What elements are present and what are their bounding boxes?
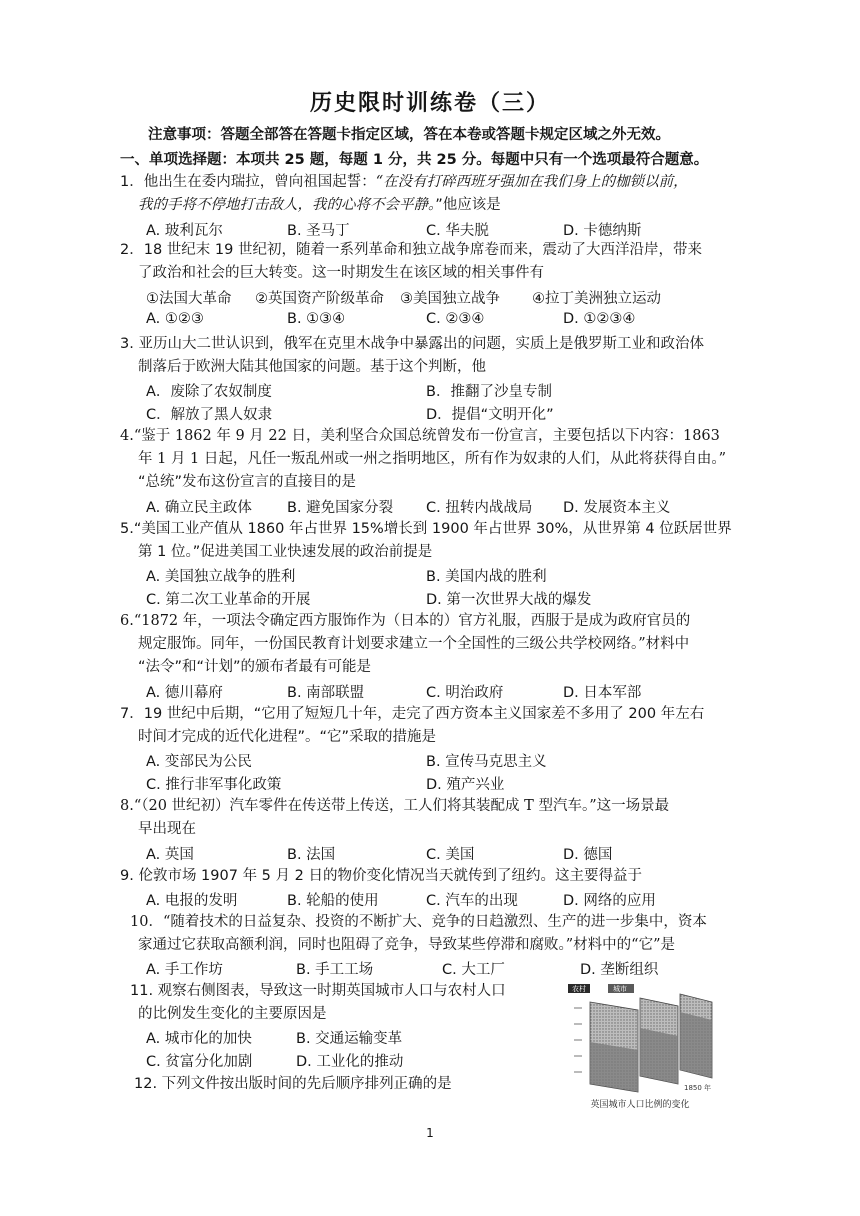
q7-option-b: B. 宣传马克思主义 <box>426 754 547 770</box>
q10-option-a: A. 手工作坊 <box>146 962 223 978</box>
q8-option-c: C. 美国 <box>426 847 475 863</box>
question-5-line-1: 5.“美国工业产值从 1860 年占世界 15%增长到 1900 年占世界 30%，从世界第 4 位跃居世界 <box>120 521 732 537</box>
question-10-line-2: 家通过它获取高额利润，同时也阻碍了竞争，导致某些停滞和腐败。”材料中的“它”是 <box>138 937 675 953</box>
q9-option-a: A. 电报的发明 <box>146 893 238 909</box>
q8-option-a: A. 英国 <box>146 847 194 863</box>
q7-option-c: C. 推行非军事化政策 <box>146 777 282 793</box>
q5-option-d: D. 第一次世界大战的爆发 <box>426 592 592 608</box>
q11-option-d: D. 工业化的推动 <box>296 1054 404 1070</box>
q1-option-b: B. 圣马丁 <box>287 223 350 239</box>
question-9-line-1: 9. 伦敦市场 1907 年 5 月 2 日的物价变化情况当天就传到了纽约。这主要得益于 <box>120 868 642 884</box>
q11-option-a: A. 城市化的加快 <box>146 1031 252 1047</box>
q4-option-d: D. 发展资本主义 <box>563 500 671 516</box>
question-1-quote-cont: 我的手将不停地打击敌人，我的心将不会平静。 <box>138 197 436 213</box>
q2-option-a: A. ①②③ <box>146 311 204 327</box>
q3-option-d: D．提倡“文明开化” <box>426 407 554 423</box>
q2-item-4: ④拉丁美洲独立运动 <box>532 291 661 307</box>
question-8-line-2: 早出现在 <box>138 821 196 837</box>
question-1-ask: ”他应该是 <box>435 197 501 213</box>
q11-option-c: C. 贫富分化加剧 <box>146 1054 253 1070</box>
question-12-line-1: 12. 下列文件按出版时间的先后顺序排列正确的是 <box>134 1076 452 1092</box>
question-7-line-1: 7．19 世纪中后期，“它用了短短几十年，走完了西方资本主义国家差不多用了 200 年左右 <box>120 706 705 722</box>
q10-option-c: C. 大工厂 <box>442 962 505 978</box>
question-8-line-1: 8.“（20 世纪初）汽车零件在传送带上传送，工人们将其装配成 T 型汽车。”这一场景最 <box>120 798 670 814</box>
question-5-line-2: 第 1 位。”促进美国工业快速发展的政治前提是 <box>138 544 433 560</box>
q9-option-d: D. 网络的应用 <box>563 893 656 909</box>
question-7-line-2: 时间才完成的近代化进程”。“它”采取的措施是 <box>138 729 437 745</box>
legend-rural-label: 农村 <box>572 985 586 993</box>
question-6-line-1: 6.“1872 年，一项法令确定西方服饰作为（日本的）官方礼服，西服于是成为政府官员的 <box>120 613 691 629</box>
q1-option-d: D. 卡德纳斯 <box>563 223 642 239</box>
q4-option-a: A. 确立民主政体 <box>146 500 252 516</box>
q10-option-d: D. 垄断组织 <box>580 962 659 978</box>
q2-item-2: ②英国资产阶级革命 <box>255 291 384 307</box>
q9-option-c: C. 汽车的出现 <box>426 893 518 909</box>
q2-item-1: ①法国大革命 <box>146 291 232 307</box>
q6-option-d: D. 日本军部 <box>563 685 642 701</box>
question-4-line-2: 年 1 月 1 日起，凡任一叛乱州或一州之指明地区，所有作为奴隶的人们，从此将获得自由。” <box>138 451 727 467</box>
question-1-line-2 <box>138 195 501 215</box>
q5-option-c: C. 第二次工业革命的开展 <box>146 592 311 608</box>
year-label: 1850 年 <box>684 1084 712 1092</box>
question-2-line-1: 2．18 世纪末 19 世纪初，随着一系列革命和独立战争席卷而来，震动了大西洋沿岸，带来 <box>120 242 702 258</box>
question-1-quote: “在没有打碎西班牙强加在我们身上的枷锁以前， <box>375 174 688 190</box>
q2-option-d: D. ①②③④ <box>563 311 636 327</box>
panel-3 <box>680 994 712 1078</box>
q2-item-3: ③美国独立战争 <box>400 291 500 307</box>
question-6-line-3: “法令”和“计划”的颁布者最有可能是 <box>138 659 372 675</box>
q6-option-b: B. 南部联盟 <box>287 685 365 701</box>
legend-urban-label: 城市 <box>613 985 627 993</box>
question-6-line-2: 规定服饰。同年，一份国民教育计划要求建立一个全国性的三级公共学校网络。”材料中 <box>138 636 690 652</box>
q1-option-a: A. 玻利瓦尔 <box>146 223 223 239</box>
q3-option-a: A．废除了农奴制度 <box>146 384 272 400</box>
q2-option-b: B. ①③④ <box>287 311 346 327</box>
q6-option-c: C. 明治政府 <box>426 685 504 701</box>
q7-option-d: D. 殖产兴业 <box>426 777 505 793</box>
panel-1 <box>590 1002 638 1092</box>
q11-option-b: B. 交通运输变革 <box>296 1031 403 1047</box>
q6-option-a: A. 德川幕府 <box>146 685 223 701</box>
question-11-line-1: 11. 观察右侧图表，导致这一时期英国城市人口与农村人口 <box>130 983 506 999</box>
population-ratio-figure <box>560 980 720 1110</box>
q2-option-c: C. ②③④ <box>426 311 485 327</box>
notice: 注意事项：答题全部答在答题卡指定区域，答在本卷或答题卡规定区域之外无效。 <box>148 127 670 143</box>
q4-option-c: C. 扭转内战战局 <box>426 500 533 516</box>
panel-2 <box>640 998 678 1084</box>
question-4-line-1: 4.“鉴于 1862 年 9 月 22 日，美利坚合众国总统曾发布一份宣言，主要包括以下内容：1863 <box>120 428 720 444</box>
q10-option-b: B. 手工工场 <box>296 962 374 978</box>
section-heading: 一、单项选择题：本项共 25 题，每题 1 分，共 25 分。每题中只有一个选项最符合题意。 <box>120 152 709 168</box>
q9-option-b: B. 轮船的使用 <box>287 893 379 909</box>
figure-caption: 英国城市人口比例的变化 <box>590 1100 690 1110</box>
question-2-line-2: 了政治和社会的巨大转变。这一时期发生在该区域的相关事件有 <box>138 265 544 281</box>
q8-option-b: B. 法国 <box>287 847 336 863</box>
q3-option-b: B．推翻了沙皇专制 <box>426 384 552 400</box>
q5-option-b: B. 美国内战的胜利 <box>426 569 547 585</box>
question-1-line-1 <box>120 172 688 192</box>
q1-option-c: C. 华夫脱 <box>426 223 489 239</box>
q7-option-a: A. 变部民为公民 <box>146 754 252 770</box>
q4-option-b: B. 避免国家分裂 <box>287 500 394 516</box>
question-10-line-1: 10．“随着技术的日益复杂、投资的不断扩大、竞争的日趋激烈、生产的进一步集中，资本 <box>130 914 707 930</box>
page-title: 历史限时训练卷（三） <box>309 91 550 116</box>
q8-option-d: D. 德国 <box>563 847 613 863</box>
question-1-stem: 1．他出生在委内瑞拉，曾向祖国起誓： <box>120 174 376 190</box>
q3-option-c: C．解放了黑人奴隶 <box>146 407 273 423</box>
question-3-line-1: 3. 亚历山大二世认识到，俄军在克里木战争中暴露出的问题，实质上是俄罗斯工业和政治体 <box>120 336 704 352</box>
page-number: 1 <box>426 1126 434 1140</box>
q5-option-a: A. 美国独立战争的胜利 <box>146 569 296 585</box>
question-11-line-2: 的比例发生变化的主要原因是 <box>138 1006 327 1022</box>
axis-tick-marks <box>574 1008 582 1072</box>
question-3-line-2: 制落后于欧洲大陆其他国家的问题。基于这个判断，他 <box>138 359 486 375</box>
question-4-line-3: “总统”发布这份宣言的直接目的是 <box>138 474 357 490</box>
